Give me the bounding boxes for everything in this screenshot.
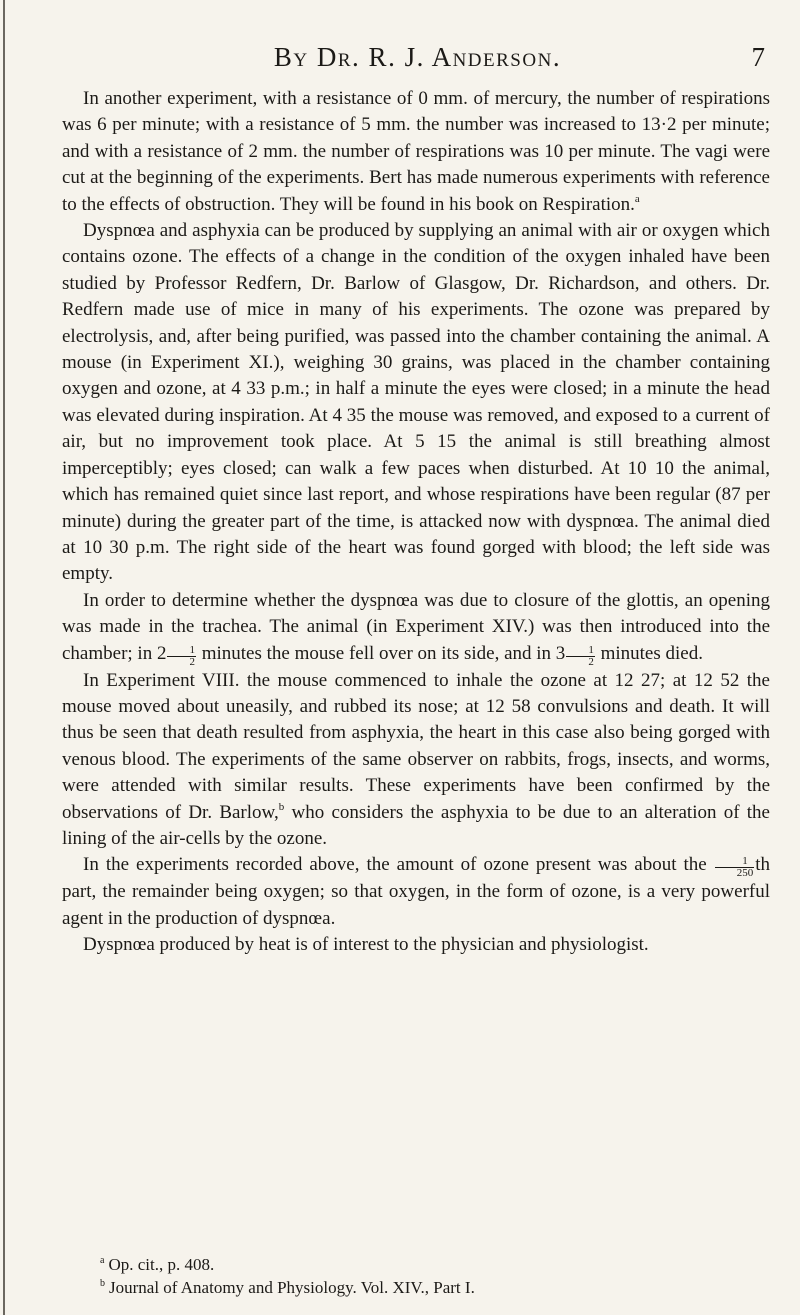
- fraction-one-half: [566, 645, 595, 668]
- fraction-numerator: 1: [566, 645, 595, 657]
- paragraph-5-text-b: th part, the remainder being oxygen; so that oxygen, in the form of ozone, is a very powerful agent in the production of dyspnœa.: [62, 854, 770, 929]
- paragraph-5-text-a: In the experiments recorded above, the amount of ozone present was about the: [83, 854, 714, 876]
- page-number: 7: [751, 42, 765, 72]
- footnote-ref-a: a: [634, 192, 640, 205]
- fraction-one-half: [167, 645, 196, 668]
- footnote-ref-b: b: [278, 800, 285, 813]
- paragraph-6: Dyspnœa produced by heat is of interest to the physician and physiologist.: [83, 934, 649, 956]
- paragraph-4-text-a: In Experiment VIII. the mouse commenced to inhale the ozone at 12 27; at 12 52 the mouse moved about uneasily, and rubbed its nose; at 12 58 convulsions and death. It will thus be seen that death resulted from asphyxia, the heart in this case also being gorged with venous blood. The experiments of the same observer on rabbits, frogs, insects, and worms, were attended with similar results. These experiments have been confirmed by the observations of Dr. Barlow,: [62, 669, 770, 823]
- paragraph-1: [62, 86, 770, 218]
- running-head: [70, 42, 765, 82]
- paragraph-2: Dyspnœa and asphyxia can be produced by supplying an animal with air or oxygen which contains ozone. The effects of a change in the condition of the oxygen inhaled have been studied by Professor Redfern, Dr. Barlow of Glasgow, Dr. Richardson, and others. Dr. Redfern made use of mice in many of his experiments. The ozone was prepared by electrolysis, and, after being purified, was passed into the chamber containing the animal. A mouse (in Experiment XI.), weighing 30 grains, was placed in the chamber containing oxygen and ozone, at 4 33 p.m.; in half a minute the eyes were closed; in a minute the head was elevated during inspiration. At 4 35 the mouse was removed, and exposed to a current of air, but no improvement took place. At 5 15 the animal is still breathing almost imperceptibly; eyes closed; can walk a few paces when disturbed. At 10 10 the animal, which has remained quiet since last report, and whose respirations have been regular (87 per minute) during the greater part of the time, is attacked now with dyspnœa. The animal died at 10 30 p.m. The right side of the heart was found gorged with blood; the left side was empty.: [62, 220, 770, 585]
- footnote-mark: b: [100, 1278, 105, 1289]
- paragraph-5: [62, 852, 770, 932]
- footnotes: [100, 1253, 760, 1299]
- fraction-denominator: 250: [736, 867, 754, 880]
- paragraph-4: [62, 668, 770, 853]
- footnote-text: Op. cit., p. 408.: [108, 1255, 215, 1274]
- body-text: [62, 86, 770, 959]
- paragraph-3-text-c: minutes died.: [595, 642, 703, 664]
- paragraph-1-text: In another experiment, with a resistance of 0 mm. of mercury, the number of respirations was 6 per minute; with a resistance of 5 mm. the number was increased to 13·2 per minute; and with a resistance of 2 mm. the number of respirations was 10 per minute. The vagi were cut at the beginning of the experiments. Bert has made numerous experiments with reference to the effects of obstruction. They will be found in his book on Respiration.: [62, 88, 770, 215]
- footnote-b: [100, 1276, 760, 1299]
- fraction-denominator: 2: [189, 655, 195, 668]
- paragraph-3-text-b: minutes the mouse fell over on its side, and in 3: [196, 642, 566, 664]
- page-edge-rule: [3, 0, 5, 1315]
- fraction-denominator: 2: [588, 655, 594, 668]
- fraction-one-two-fiftieth: [715, 856, 755, 879]
- fraction-numerator: 1: [715, 856, 755, 868]
- paragraph-3-text-a: In order to determine whether the dyspnœa was due to closure of the glottis, an opening was made in the trachea. The animal (in Experiment XIV.) was then introduced into the chamber; in 2: [62, 589, 770, 664]
- footnote-a: [100, 1253, 760, 1276]
- footnote-text: Journal of Anatomy and Physiology. Vol. XIV., Part I.: [109, 1278, 475, 1297]
- footnote-mark: a: [100, 1255, 105, 1266]
- paragraph-3: [62, 588, 770, 668]
- paragraph-4-text-b: who considers the asphyxia to be due to an alteration of the lining of the air-cells by the ozone.: [62, 801, 770, 849]
- running-head-title: By Dr. R. J. Anderson.: [273, 42, 562, 72]
- fraction-numerator: 1: [167, 645, 196, 657]
